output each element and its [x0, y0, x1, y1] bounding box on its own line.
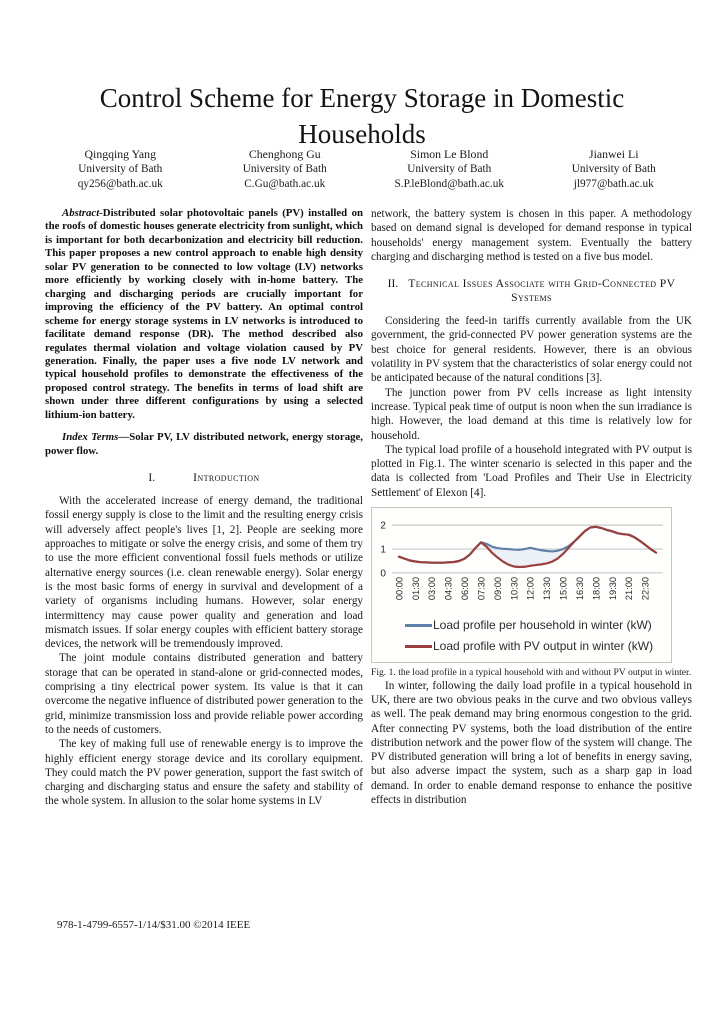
paragraph: In winter, following the daily load profile in a typical household in UK, there are two obvious peaks in the curve and two obvious valleys as well. The peak demand may bring enormous congestion to the grid. After connecting PV systems, both the load distribution of the entire distribution network and the power flow of the system will change. The PV distributed generation will bring a lot of benefits in energy saving, but also adverse impact the system, such as a sharp gap in load demand. In order to enable demand response to enhance the positive effects in distribution	[371, 679, 692, 807]
svg-text:03:00: 03:00	[427, 576, 438, 601]
section-heading-technical-issues	[377, 277, 686, 305]
footer-copyright: 978-1-4799-6557-1/14/$31.00 ©2014 IEEE	[57, 919, 251, 931]
svg-text:10:30: 10:30	[509, 576, 520, 601]
legend-line-sample-blue	[405, 624, 432, 627]
paper-title: Control Scheme for Energy Storage in Domestic Households	[99, 83, 625, 150]
svg-text:18:00: 18:00	[591, 576, 602, 601]
svg-text:09:00: 09:00	[492, 576, 503, 601]
svg-text:16:30: 16:30	[574, 576, 585, 601]
section-number: II.	[387, 277, 399, 291]
abstract-text: Distributed solar photovoltaic panels (PV) installed on the roofs of domestic houses generate electricity from sunlight, which is important for both decarbonization and electricity bill reduction. This paper proposes a new control approach to enable high density solar PV generation to be connected to low voltage (LV) networks more efficiently by working closely with in-home battery. The charging and discharging periods are crucially important for improving the efficiency of the PV battery. An optimal control scheme for energy storage systems in LV networks is introduced to facilitate demand response (DR). The method described also regulates thermal violation and voltage violation caused by PV generation. Finally, the paper uses a five node LV network and typical household profiles to demonstrate the effectiveness of the proposed control strategy. The benefits in terms of load shift are shown under three different configurations by using a selected lithium-ion battery.	[45, 207, 363, 421]
column-left	[45, 207, 363, 809]
author-block	[203, 147, 368, 192]
chart-legend	[405, 618, 671, 653]
svg-text:12:00: 12:00	[525, 576, 536, 601]
svg-text:19:30: 19:30	[607, 576, 618, 601]
figure-1-load-profile-chart	[371, 507, 672, 663]
author-email: S.P.leBlond@bath.ac.uk	[394, 178, 505, 190]
svg-text:06:00: 06:00	[460, 576, 471, 601]
legend-label: Load profile per household in winter (kW)	[433, 618, 652, 633]
svg-text:2: 2	[380, 520, 386, 532]
figure-caption: Fig. 1. the load profile in a typical household with and without PV output in winter.	[371, 667, 692, 679]
abstract-label: Abstract-	[62, 207, 103, 219]
author-email: qy256@bath.ac.uk	[77, 178, 163, 190]
author-name: Simon Le Blond	[410, 147, 489, 161]
author-email: C.Gu@bath.ac.uk	[244, 178, 326, 190]
paragraph: The junction power from PV cells increase as light intensity increase. Typical peak time of output is noon when the sun irradiance is high. However, the load demand at this time is relatively low for household.	[371, 386, 692, 442]
author-affiliation: University of Bath	[407, 163, 492, 175]
author-block	[367, 147, 532, 192]
column-right	[371, 207, 692, 807]
paragraph: Considering the feed-in tariffs currently available from the UK government, the grid-connected PV power generation systems are the best choice for general residents. However, there is an obvious volatility in PV system that the characteristics of solar energy could not be anticipated because of the natural conditions [3].	[371, 315, 692, 385]
index-terms-paragraph	[45, 431, 363, 458]
author-name: Chenghong Gu	[248, 147, 321, 161]
svg-text:13:30: 13:30	[542, 576, 553, 601]
paragraph: The joint module contains distributed generation and battery storage that can be operated in stand-alone or grid-connected modes, comprising a tiny electrical power system. Its value is that it can overcome the negative influence of distributed power generation to the grid, minimize transmission loss and provide reliable power according to the needs of customers.	[45, 652, 363, 736]
svg-text:00:00: 00:00	[394, 576, 405, 601]
line-chart	[372, 511, 671, 611]
author-name: Jianwei Li	[589, 147, 639, 161]
author-affiliation: University of Bath	[571, 163, 656, 175]
svg-text:15:00: 15:00	[558, 576, 569, 601]
legend-label: Load profile with PV output in winter (kW)	[433, 639, 654, 654]
author-email: jl977@bath.ac.uk	[573, 178, 654, 190]
paragraph: With the accelerated increase of energy demand, the traditional fossil energy supply is close to the limit and the resulting energy crisis will adversely affect people's lives [1, 2]. People are seeking more approaches to mitigate or solve the energy crisis, and some of them try to use the more efficient conventional fossil fuels methods or utilize alternative energy sources (i.e. clean renewable energy). Solar energy is the most basic forms of energy in survival and development of a variety of organisms including humans. However, solar energy intermittency may cause power quality and generation and load mismatch issues. If solar energy couples with efficient battery storage devices, the network will be tremendously improved.	[45, 495, 363, 651]
section-title: Technical Issues Associate with Grid-Connected PV Systems	[408, 277, 676, 305]
abstract-paragraph	[45, 207, 363, 422]
svg-text:22:30: 22:30	[640, 576, 651, 601]
section-heading-introduction	[51, 471, 357, 485]
svg-text:01:30: 01:30	[410, 576, 421, 601]
author-block	[38, 147, 203, 192]
author-affiliation: University of Bath	[242, 163, 327, 175]
legend-line-sample-red	[405, 645, 432, 648]
author-block	[532, 147, 697, 192]
svg-text:04:30: 04:30	[443, 576, 454, 601]
paragraph: network, the battery system is chosen in this paper. A methodology based on demand signal is developed for demand response in typical households' energy management system. Eventually the battery charging and discharging method is tested on a five bus model.	[371, 208, 692, 263]
index-terms-label: Index Terms—	[62, 431, 130, 444]
authors-row	[38, 147, 696, 192]
svg-text:1: 1	[380, 544, 386, 556]
legend-row	[405, 639, 671, 653]
index-terms-text: Solar PV, LV distributed network, energy storage, power flow.	[45, 431, 363, 457]
paragraph: The key of making full use of renewable energy is to improve the highly efficient energy storage device and its corollary equipment. They could match the PV power generation, support the fast switch of charging and discharging status and ensure the safety and stability of the whole system. In allusion to the solar home systems in LV	[45, 738, 363, 808]
author-affiliation: University of Bath	[78, 163, 163, 175]
svg-text:07:30: 07:30	[476, 576, 487, 601]
svg-text:21:00: 21:00	[624, 576, 635, 601]
legend-row	[405, 618, 671, 632]
svg-text:0: 0	[380, 568, 386, 580]
author-name: Qingqing Yang	[84, 147, 156, 161]
section-number: I.	[148, 471, 156, 485]
section-title: Introduction	[193, 471, 260, 485]
paragraph: The typical load profile of a household integrated with PV output is plotted in Fig.1. The winter scenario is selected in this paper and the data is collected from 'Load Profiles and Their Use in Electricity Settlement' of Elexon [4].	[371, 443, 692, 499]
